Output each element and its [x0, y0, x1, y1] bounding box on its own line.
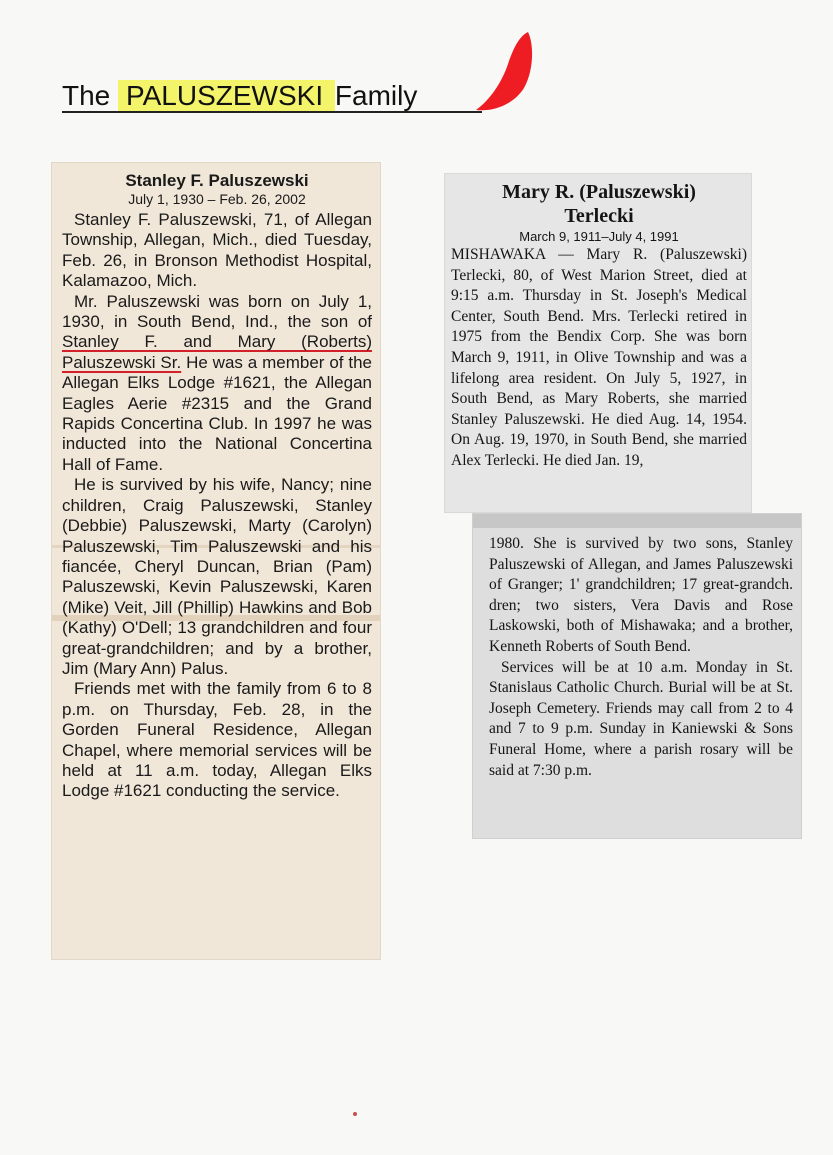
red-tab-marker	[472, 30, 534, 112]
ink-dot	[353, 1112, 357, 1116]
obituary-text: He was a member of the Allegan Elks Lodge #1621, the Allegan Eagles Aerie #2315 and the Grand Rapids Concertina Club. In 1997 he was inducted into the National Concertina Hall of Fame.	[62, 352, 373, 474]
obituary-paragraph: Stanley F. Paluszewski, 71, of Allegan Township, Allegan, Mich., died Tuesday, Feb. 26, in Bronson Methodist Hospital, Kalamazoo, Mich.	[62, 210, 372, 291]
obituary-text: Mr. Paluszewski was born on July 1, 1930, in South Bend, Ind., the son of	[62, 291, 372, 332]
obituary-name-line: Terlecki	[564, 205, 634, 227]
obituary-paragraph: He is survived by his wife, Nancy; nine children, Craig Paluszewski, Stanley (Debbie) Paluszewski, Marty (Carolyn) Paluszewski, Tim Paluszewski and his fiancée, Cheryl Duncan, Brian (Pam) Paluszewski, Kevin Paluszewski, Karen (Mike) Veit, Jill (Phillip) Hawkins and Bob (Kathy) O'Dell; 13 grandchildren and four great-grandchildren; and by a brother, Jim (Mary Ann) Palus.	[62, 475, 372, 678]
obituary-body	[489, 534, 793, 781]
title-underline	[62, 111, 482, 113]
obituary-clipping-mary-part1	[445, 174, 751, 512]
obituary-name	[451, 180, 747, 228]
obituary-paragraph: MISHAWAKA — Mary R. (Paluszewski) Terlecki, 80, of West Marion Street, died at 9:15 a.m. Thursday in St. Joseph's Medical Center, South Bend. Mrs. Terlecki retired in 1975 from the Bendix Corp. She was born March 9, 1911, in Olive Township and was a lifelong area resident. On July 5, 1927, in South Bend, as Mary Roberts, she married Stanley Paluszewski. He died Aug. 14, 1954. On Aug. 19, 1970, in South Bend, she married Alex Terlecki. He died Jan. 19,	[451, 246, 747, 469]
obituary-paragraph: Friends met with the family from 6 to 8 p.m. on Thursday, Feb. 28, in the Gorden Funeral Residence, Allegan Chapel, where memorial services will be held at 11 a.m. today, Allegan Elks Lodge #1621 conducting the service.	[62, 679, 372, 801]
clipping-edge	[473, 514, 801, 528]
title-suffix: Family	[334, 80, 418, 111]
obituary-paragraph: 1980. She is survived by two sons, Stanley Paluszewski of Allegan, and James Paluszewski of Granger; 1' grandchildren; 17 great-grandch. dren; two sisters, Vera Davis and Rose Laskowski, both of Mishawaka; and a brother, Kenneth Roberts of South Bend.	[489, 535, 793, 655]
obituary-paragraph: Services will be at 10 a.m. Monday in St. Stanislaus Catholic Church. Burial will be at St. Joseph Cemetery. Friends may call from 2 to 4 and 7 to 9 p.m. Sunday in Kaniewski & Sons Funeral Home, where a parish rosary will be said at 7:30 p.m.	[489, 658, 793, 779]
obituary-dates: July 1, 1930 – Feb. 26, 2002	[128, 191, 306, 207]
obituary-body	[62, 210, 372, 802]
page-title	[62, 78, 417, 114]
obituary-clipping-stanley	[52, 163, 380, 959]
obituary-name: Stanley F. Paluszewski	[125, 171, 309, 190]
obituary-paragraph	[62, 292, 372, 476]
obituary-clipping-mary-part2	[473, 514, 801, 838]
title-surname-highlight: PALUSZEWSKI	[118, 80, 335, 111]
title-prefix: The	[62, 80, 119, 111]
obituary-name-line: Mary R. (Paluszewski)	[502, 181, 696, 203]
obituary-body	[451, 245, 747, 472]
parents-underlined: Stanley F. and Mary (Roberts) Paluszewski Sr.	[62, 332, 372, 372]
obituary-dates: March 9, 1911–July 4, 1991	[519, 229, 679, 244]
